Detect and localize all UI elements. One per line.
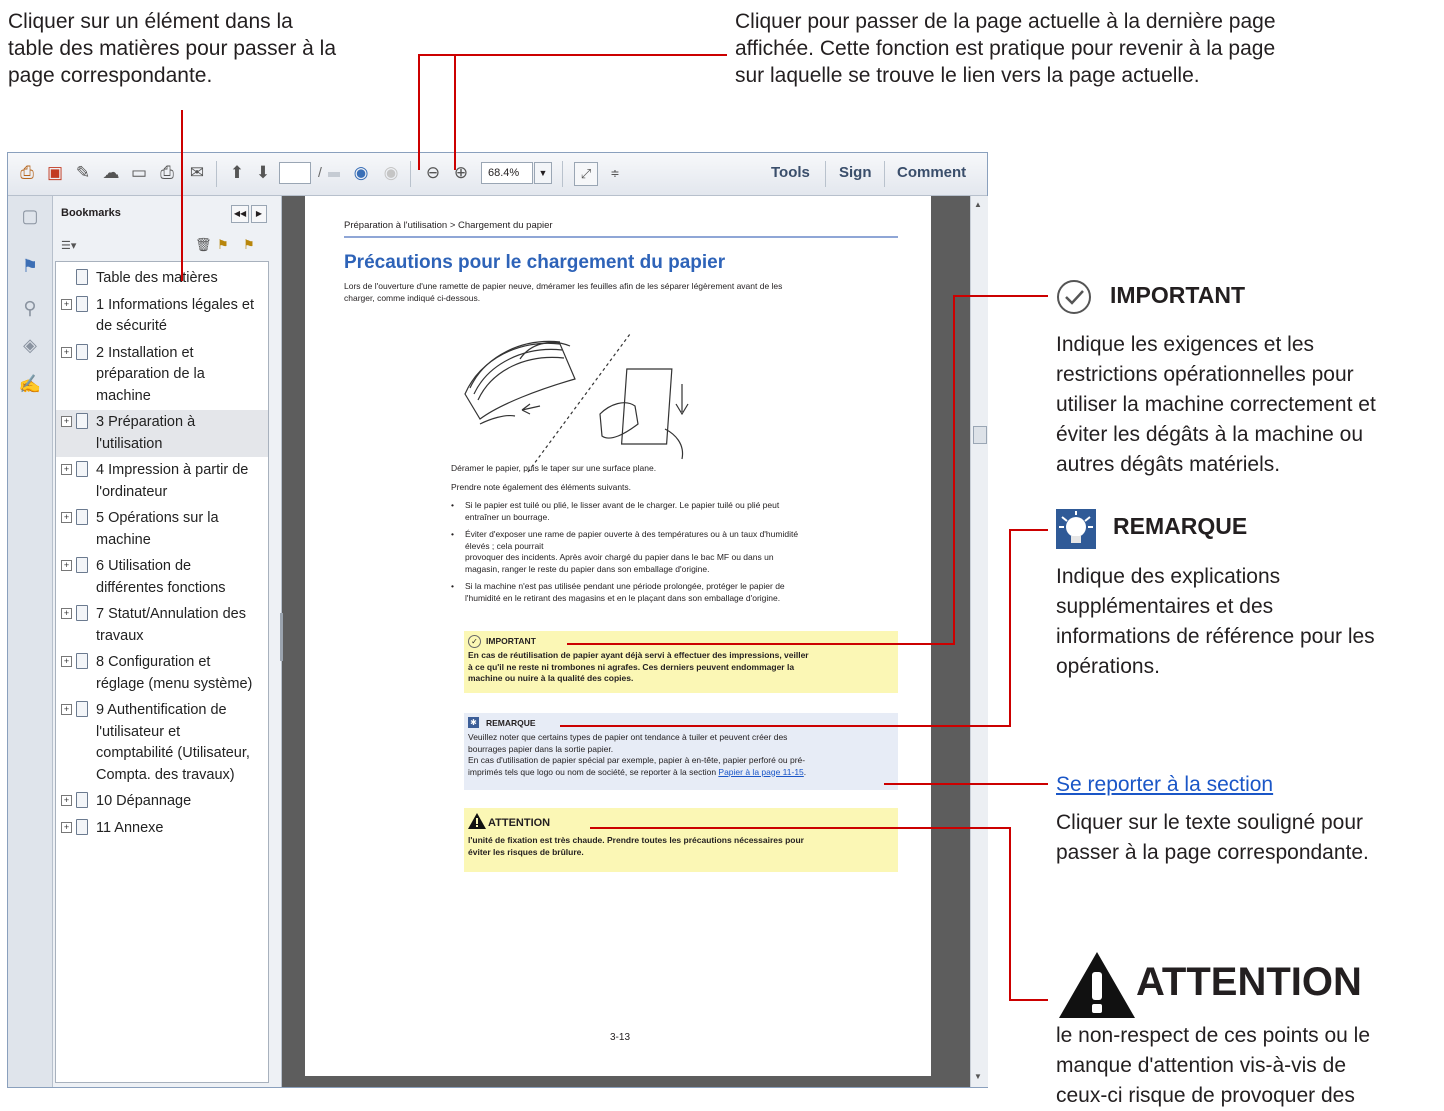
bookmark-item[interactable] <box>56 698 268 788</box>
new-bookmark-icon[interactable]: ⚑ <box>217 237 229 252</box>
attention-description: le non-respect de ces points ou le manque d'attention vis-à-vis de ceux-ci risque de provoquer des <box>1056 1024 1371 1107</box>
important-box <box>464 631 898 693</box>
callout-toc: Cliquer sur un élément dans la table des matières pour passer à la page correspondante. <box>8 10 337 87</box>
bullet-dot: • <box>451 500 454 510</box>
bookmarks-panel <box>53 196 282 1087</box>
bookmark-label: 4 Impression à partir de l'ordinateur <box>96 462 249 500</box>
signatures-icon[interactable]: ✍ <box>18 373 42 394</box>
bookmark-label: 6 Utilisation de différentes fonctions <box>96 558 226 596</box>
export-pdf-icon[interactable]: ▣ <box>46 163 64 182</box>
important-label: IMPORTANT <box>486 636 536 646</box>
page-number-input[interactable] <box>279 162 311 184</box>
bookmark-label: 1 Informations légales et de sécurité <box>96 296 254 334</box>
comment-button[interactable]: Comment <box>897 164 967 181</box>
bookmarks-icon[interactable]: ⚑ <box>21 255 39 276</box>
paper-fanning-illustration <box>460 324 690 474</box>
page-separator: / <box>318 164 322 180</box>
bullet-list <box>451 500 901 610</box>
sign-button[interactable]: Sign <box>839 164 872 181</box>
bookmark-icon <box>76 792 88 808</box>
expand-icon[interactable]: + <box>61 347 72 358</box>
remarque-description: Indique des explications supplémentaires et des informations de référence pour les opérations. <box>1056 565 1375 678</box>
intro-text: Lors de l'ouverture d'une ramette de papier neuve, dméramer les feuilles afin de les séparer légèrement avant de les charger, comme indiqué ci-dessous. <box>344 281 783 303</box>
bullet-dot: • <box>451 529 454 539</box>
page-count <box>328 172 340 177</box>
zoom-dropdown-icon[interactable]: ▼ <box>534 162 552 184</box>
expand-icon[interactable]: + <box>61 608 72 619</box>
edit-icon[interactable]: ✎ <box>75 163 91 182</box>
next-page-icon[interactable]: ⬇ <box>255 163 271 182</box>
bookmark-item[interactable] <box>56 789 268 815</box>
toolbar-separator <box>410 161 411 187</box>
page-thumbnails-icon[interactable]: ▢ <box>21 205 39 226</box>
callout-previous-view: Cliquer pour passer de la page actuelle à la dernière page affichée. Cette fonction est pratique pour revenir à la page sur laquelle se trouve le lien vers la page actuelle. <box>735 10 1276 87</box>
bookmark-label: 7 Statut/Annulation des travaux <box>96 606 246 644</box>
bookmark-icon <box>76 701 88 717</box>
bookmark-item[interactable] <box>56 266 268 292</box>
bookmark-icon <box>76 269 88 285</box>
bookmark-icon <box>76 461 88 477</box>
link-title[interactable]: Se reporter à la section <box>1056 773 1274 796</box>
next-view-icon[interactable]: ◉ <box>383 163 399 182</box>
bullet-dot: • <box>451 581 454 591</box>
previous-view-icon[interactable]: ◉ <box>353 163 369 182</box>
bookmark-item[interactable] <box>56 410 268 457</box>
bookmark-label: 8 Configuration et réglage (menu système) <box>96 654 253 692</box>
expand-icon[interactable]: + <box>61 822 72 833</box>
bookmark-icon <box>76 557 88 573</box>
check-circle-icon: ✓ <box>468 635 481 648</box>
expand-icon[interactable]: + <box>61 656 72 667</box>
expand-icon[interactable]: + <box>61 416 72 427</box>
expand-icon[interactable]: + <box>61 704 72 715</box>
bookmark-tree <box>55 261 269 1083</box>
expand-icon[interactable]: + <box>61 560 72 571</box>
toolbar <box>8 153 987 196</box>
page-number: 3-13 <box>610 1032 631 1043</box>
important-body: En cas de réutilisation de papier ayant déjà servi à effectuer des impressions, veiller à ce qu'il ne reste ni trombones ni agrafes. Ces derniers peuvent endommager la machine ou nuire à la qualité des copies. <box>468 650 809 683</box>
check-circle-icon <box>1055 278 1093 316</box>
remarque-body: Veuillez noter que certains types de papier ont tendance à tuiler et peuvent créer des bourrages papier dans la sortie papier. En cas d'utilisation de papier spécial par exemple, papier à en-tête, papier perforé ou pré- imprimés tels que logo ou nom de société, se reporter à la section Papier à la page 11-15. <box>468 732 807 777</box>
pdf-page <box>305 196 931 1076</box>
save-icon[interactable]: ▭ <box>130 163 148 182</box>
zoom-level-field[interactable]: 68.4% <box>481 162 533 184</box>
warning-icon <box>1057 950 1137 1020</box>
attention-label: ATTENTION <box>488 817 551 829</box>
upload-icon[interactable]: ☁ <box>102 163 120 182</box>
bookmark-icon <box>76 344 88 360</box>
bookmark-item[interactable] <box>56 650 268 697</box>
caption-notes: Prendre note également des éléments suivants. <box>451 482 632 492</box>
panel-menu-icon[interactable]: ▶ <box>251 205 267 223</box>
panel-splitter[interactable] <box>280 613 283 661</box>
remarque-label: REMARQUE <box>486 718 536 728</box>
bookmark-label: 5 Opérations sur la machine <box>96 510 219 548</box>
bookmark-item[interactable] <box>56 816 268 842</box>
bookmark-label: 9 Authentification de l'utilisateur et comptabilité (Utilisateur, Compta. des travaux) <box>96 702 250 783</box>
email-icon[interactable]: ✉ <box>189 163 205 182</box>
attention-title: ATTENTION <box>1136 960 1362 1004</box>
bookmark-label: 2 Installation et préparation de la machine <box>96 344 205 404</box>
layers-icon[interactable]: ◈ <box>23 334 37 355</box>
options-menu-icon[interactable]: ☰▾ <box>61 240 77 252</box>
bookmark-icon <box>76 605 88 621</box>
expand-icon[interactable]: + <box>61 299 72 310</box>
scrollbar-thumb[interactable] <box>973 426 987 444</box>
bookmark-label: Table des matières <box>96 270 218 286</box>
navigation-rail <box>8 196 53 1087</box>
note-icon <box>1056 509 1096 549</box>
bookmark-item[interactable] <box>56 506 268 553</box>
scroll-up-icon[interactable]: ▲ <box>974 200 982 209</box>
expand-icon[interactable]: + <box>61 795 72 806</box>
previous-page-icon[interactable]: ⬆ <box>229 163 245 182</box>
attention-box <box>464 808 898 872</box>
fit-page-icon[interactable]: ⤢ <box>574 162 598 186</box>
link-description: Cliquer sur le texte souligné pour passer à la page correspondante. <box>1056 811 1369 864</box>
vertical-scrollbar[interactable] <box>970 196 988 1087</box>
toolbar-separator <box>884 161 885 187</box>
print-icon[interactable]: ⎙ <box>160 163 174 182</box>
delete-bookmark-icon[interactable]: 🗑 <box>195 237 212 252</box>
scroll-down-icon[interactable]: ▼ <box>974 1072 982 1081</box>
caption-fan: Déramer le papier, puis le taper sur une surface plane. <box>451 463 657 473</box>
bookmarks-title: Bookmarks <box>61 207 121 219</box>
bookmark-item[interactable] <box>56 554 268 601</box>
bullet-item: • Si la machine n'est pas utilisée pendant une période prolongée, protéger le papier de l'humidité en le retirant des magasins et en le plaçant dans son emballage d'origine. <box>451 581 785 603</box>
page-link[interactable]: Papier à la page 11-15 <box>718 766 804 777</box>
attachments-icon[interactable]: ⚲ <box>23 297 37 318</box>
toolbar-separator <box>216 161 217 187</box>
zoom-out-icon[interactable]: ⊖ <box>425 163 441 182</box>
important-title: IMPORTANT <box>1110 282 1246 308</box>
bookmark-label: 11 Annexe <box>96 819 164 836</box>
bookmark-item[interactable] <box>56 341 268 410</box>
bookmark-icon <box>76 509 88 525</box>
bookmark-item[interactable] <box>56 293 268 340</box>
bookmark-icon <box>76 819 88 835</box>
toolbar-separator <box>825 161 826 187</box>
bookmark-label: 3 Préparation à l'utilisation <box>96 414 196 452</box>
expand-icon[interactable]: + <box>61 464 72 475</box>
header-rule <box>344 236 898 238</box>
warning-icon <box>468 813 486 829</box>
bookmark-icon <box>76 296 88 312</box>
page-heading: Précautions pour le chargement du papier <box>344 252 726 273</box>
bookmark-label: 10 Dépannage <box>96 793 192 809</box>
expand-icon[interactable]: + <box>61 512 72 523</box>
bullet-item: • Éviter d'exposer une rame de papier ouverte à des températures ou à un taux d'humidité élevés ; cela pourrait provoquer des incidents. Après avoir chargé du papier dans le bac MF ou dans un magasin, ranger le reste du papier dans son emballage d'origine. <box>451 529 799 574</box>
attention-body: l'unité de fixation est très chaude. Prendre toutes les précautions nécessaires pour éviter les risques de brûlure. <box>468 835 804 857</box>
remarque-title: REMARQUE <box>1113 513 1248 539</box>
more-tools-icon[interactable]: ≑ <box>610 167 620 180</box>
important-description: Indique les exigences et les restrictions opérationnelles pour utiliser la machine correctement et éviter les dégâts à la machine ou autres dégâts matériels. <box>1056 333 1376 476</box>
bookmark-icon <box>76 653 88 669</box>
bookmark-item[interactable] <box>56 458 268 505</box>
expand-bookmark-icon[interactable]: ⚑ <box>243 237 255 252</box>
collapse-panel-icon[interactable]: ◀◀ <box>231 205 249 223</box>
bookmark-icon <box>76 413 88 429</box>
remarque-box <box>464 713 898 790</box>
zoom-in-icon[interactable]: ⊕ <box>453 163 469 182</box>
note-icon: ✱ <box>468 717 479 728</box>
toolbar-separator <box>562 161 563 187</box>
bookmark-item[interactable] <box>56 602 268 649</box>
breadcrumb: Préparation à l'utilisation > Chargement du papier <box>344 220 553 231</box>
tools-button[interactable]: Tools <box>771 164 810 181</box>
bullet-item: • Si le papier est tuilé ou plié, le lisser avant de le charger. Le papier tuilé ou plié peut entraîner un bourrage. <box>451 500 780 522</box>
create-pdf-icon[interactable]: ⎙ <box>20 163 34 182</box>
